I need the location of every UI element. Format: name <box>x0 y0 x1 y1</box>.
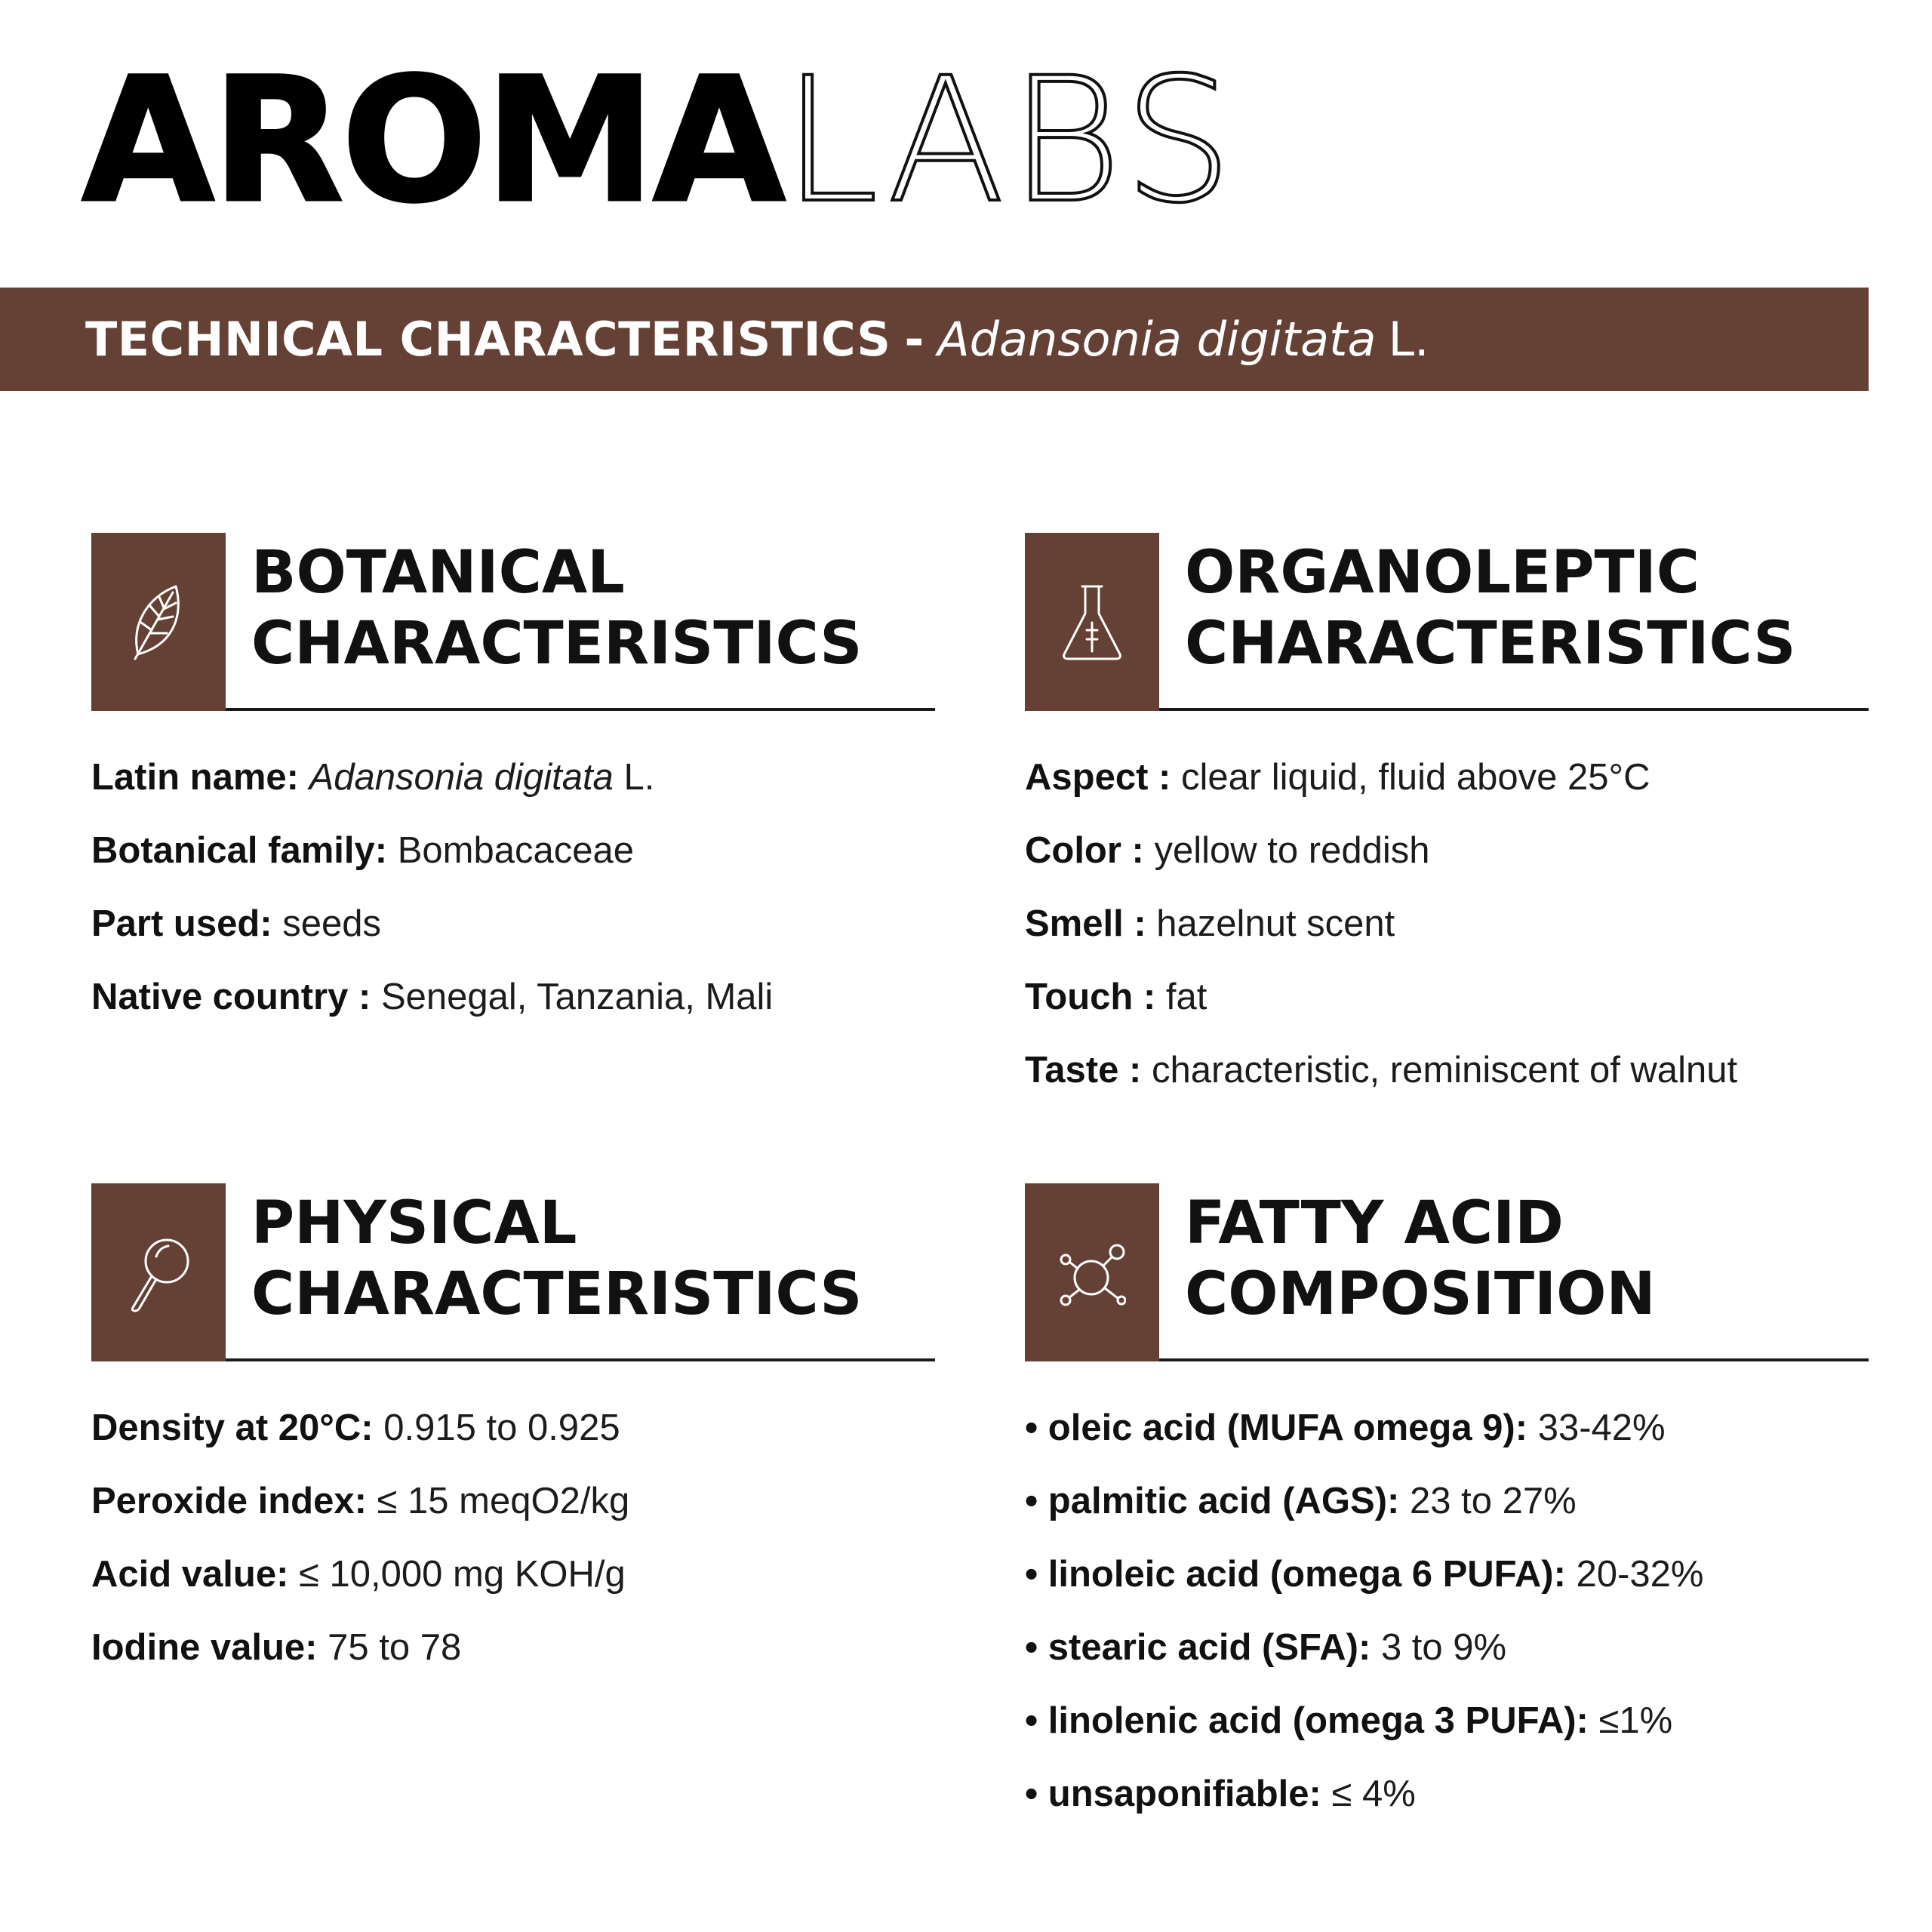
property-row <box>91 814 935 888</box>
section-title-line1: ORGANOLEPTIC <box>1185 539 1700 607</box>
property-label: • unsaponifiable: <box>1025 1774 1321 1814</box>
list-item <box>1025 1392 1869 1465</box>
section-title <box>1185 537 1795 679</box>
property-value: ≤ 10,000 mg KOH/g <box>299 1554 626 1595</box>
list-item <box>1025 1684 1869 1758</box>
property-label: Aspect : <box>1025 757 1171 798</box>
property-row <box>1025 888 1869 961</box>
property-value: 23 to 27% <box>1409 1481 1577 1521</box>
property-label: Botanical family: <box>91 830 388 871</box>
property-label: Iodine value: <box>91 1627 318 1668</box>
property-list <box>91 741 935 1034</box>
property-value: hazelnut scent <box>1156 903 1395 944</box>
property-value-suffix: L. <box>623 757 655 798</box>
property-value: 33-42% <box>1537 1407 1666 1448</box>
property-row <box>91 1465 935 1538</box>
property-list <box>1025 1392 1869 1831</box>
section-title <box>251 537 862 679</box>
property-value: 20-32% <box>1576 1554 1704 1595</box>
property-label: Color : <box>1025 830 1144 871</box>
list-item <box>1025 1611 1869 1684</box>
property-label: Smell : <box>1025 903 1146 944</box>
section-title-line1: BOTANICAL <box>251 539 625 607</box>
property-row <box>91 741 935 814</box>
organoleptic-section <box>1025 533 1869 1107</box>
section-header <box>1025 533 1869 711</box>
property-value: 75 to 78 <box>328 1627 462 1668</box>
icon-tile <box>1025 1183 1159 1361</box>
property-value: 0.915 to 0.925 <box>383 1407 620 1448</box>
property-label: • stearic acid (SFA): <box>1025 1627 1371 1668</box>
property-value: ≤ 15 meqO2/kg <box>377 1481 630 1521</box>
leaf-icon <box>125 580 192 663</box>
property-value: ≤1% <box>1598 1700 1673 1741</box>
property-value: fat <box>1165 977 1208 1017</box>
property-label: Taste : <box>1025 1050 1142 1091</box>
section-title-line1: PHYSICAL <box>251 1189 577 1257</box>
property-row <box>1025 814 1869 888</box>
list-item <box>1025 1758 1869 1831</box>
section-title <box>1185 1188 1656 1330</box>
property-value: yellow to reddish <box>1154 830 1430 871</box>
property-label: • oleic acid (MUFA omega 9): <box>1025 1407 1528 1448</box>
section-title-line2: COMPOSITION <box>1185 1260 1656 1328</box>
banner-author: L. <box>1388 312 1429 367</box>
title-banner <box>0 288 1869 391</box>
icon-tile <box>1025 533 1159 711</box>
flask-icon <box>1058 580 1126 663</box>
section-title-line2: CHARACTERISTICS <box>1185 610 1796 678</box>
property-value-italic: Adansonia digitata <box>309 757 614 798</box>
physical-section <box>91 1183 935 1684</box>
property-value: clear liquid, fluid above 25°C <box>1180 757 1651 798</box>
property-value: 3 to 9% <box>1380 1627 1507 1668</box>
property-label: • palmitic acid (AGS): <box>1025 1481 1400 1521</box>
property-value: ≤ 4% <box>1331 1774 1416 1814</box>
property-label: • linolenic acid (omega 3 PUFA): <box>1025 1700 1589 1741</box>
property-row <box>91 961 935 1034</box>
banner-separator: - <box>904 312 924 367</box>
property-label: Density at 20°C: <box>91 1407 374 1448</box>
property-label: Latin name: <box>91 757 299 798</box>
section-title <box>251 1188 862 1330</box>
brand-logo <box>82 40 1238 241</box>
banner-scientific-name: Adansonia digitata <box>937 312 1377 367</box>
section-header <box>91 1183 935 1361</box>
section-header <box>91 533 935 711</box>
property-value: Bombacaceae <box>397 830 634 871</box>
property-label: Native country : <box>91 977 371 1017</box>
botanical-section <box>91 533 935 1034</box>
property-list <box>91 1392 935 1684</box>
property-row <box>1025 961 1869 1034</box>
property-value: characteristic, reminiscent of walnut <box>1151 1050 1738 1091</box>
property-label: Peroxide index: <box>91 1481 367 1521</box>
section-title-line2: CHARACTERISTICS <box>251 610 863 678</box>
property-row <box>91 1611 935 1684</box>
property-value: seeds <box>282 903 382 944</box>
brand-logo-bold: AROMA <box>82 40 783 241</box>
icon-tile <box>91 1183 226 1361</box>
property-row <box>1025 1034 1869 1107</box>
property-label: • linoleic acid (omega 6 PUFA): <box>1025 1554 1566 1595</box>
section-title-line1: FATTY ACID <box>1185 1189 1564 1257</box>
property-row <box>1025 741 1869 814</box>
property-list <box>1025 741 1869 1107</box>
fatty-acid-section <box>1025 1183 1869 1831</box>
banner-title: TECHNICAL CHARACTERISTICS <box>85 312 891 367</box>
property-label: Touch : <box>1025 977 1156 1017</box>
property-value: Senegal, Tanzania, Mali <box>380 977 774 1017</box>
property-row <box>91 1538 935 1611</box>
list-item <box>1025 1465 1869 1538</box>
magnifier-icon <box>125 1231 192 1314</box>
list-item <box>1025 1538 1869 1611</box>
brand-logo-light: LABS <box>783 40 1238 241</box>
section-header <box>1025 1183 1869 1361</box>
section-title-line2: CHARACTERISTICS <box>251 1260 863 1328</box>
property-row <box>91 1392 935 1465</box>
icon-tile <box>91 533 226 711</box>
property-label: Part used: <box>91 903 272 944</box>
property-row <box>91 888 935 961</box>
property-label: Acid value: <box>91 1554 289 1595</box>
molecule-icon <box>1058 1231 1126 1314</box>
